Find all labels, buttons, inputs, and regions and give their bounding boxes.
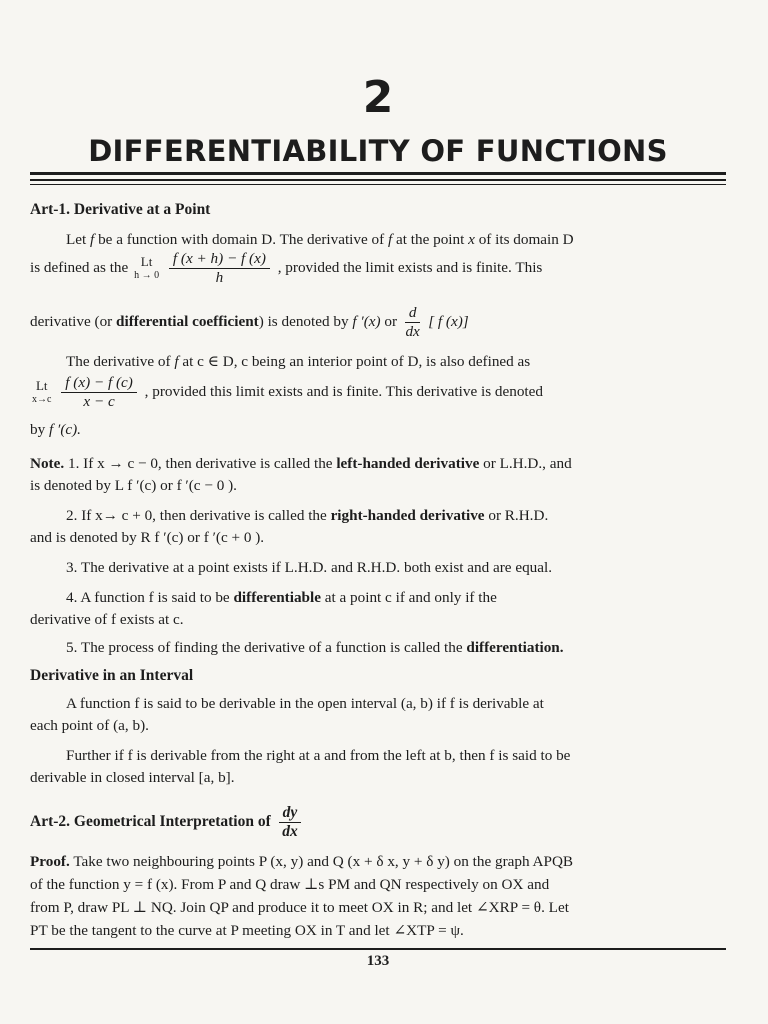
interval-para2-line2: derivable in closed interval [a, b]. (30, 769, 235, 786)
note-5: 5. The process of finding the derivative of a function is called the differentiation. (66, 639, 564, 656)
difference-quotient-c: $\frac{f (x) - f (c)}{x - c}$ (61, 374, 137, 411)
art1-para1-line2: is defined as the Lt h → 0 $\frac{f (x + h) - f (x)}{h}$ , provided the limit exists and is finite. This (30, 250, 543, 286)
proof-line3: from P, draw PL ⊥ NQ. Join QP and produce it to meet OX in R; and let ∠XRP = θ. Let (30, 899, 569, 916)
proof-line2: of the function y = f (x). From P and Q draw ⊥s PM and QN respectively on OX and (30, 876, 550, 893)
art1-heading: Art-1. Derivative at a Point (30, 201, 211, 218)
limit-operator: Lt h → 0 (134, 253, 160, 281)
art1-para1-line1: Let f be a function with domain D. The derivative of f at the point x of its domain D (66, 231, 574, 248)
title-rule-middle (30, 179, 726, 181)
interval-heading: Derivative in an Interval (30, 667, 194, 684)
art1-para2: derivative (or differential coefficient) is denoted by f ′(x) or $\frac{d}{dx}$ [ f (x)] (30, 304, 469, 340)
chapter-number: 2 (362, 72, 394, 123)
note-1-line1: Note. 1. If x → c − 0, then derivative is called the left-handed derivative or L.H.D., and (30, 455, 572, 472)
difference-quotient: $\frac{f (x + h) - f (x)}{h}$ (169, 250, 270, 287)
d-dx-operator: $\frac{d}{dx}$ (405, 304, 420, 340)
note-1-line2: is denoted by L f ′(c) or f ′(c − 0 ). (30, 477, 237, 494)
interval-para1-line1: A function f is said to be derivable in the open interval (a, b) if f is derivable at (66, 695, 544, 712)
note-4-line1: 4. A function f is said to be differentiable at a point c if and only if the (66, 589, 497, 606)
art1-para3-line1: The derivative of f at c ∈ D, c being an interior point of D, is also defined as (66, 353, 531, 370)
title-rule-thick (30, 172, 726, 175)
dy-dx-fraction: $\frac{dy}{dx}$ (279, 804, 302, 841)
footer-rule (30, 948, 726, 950)
art2-heading: Art-2. Geometrical Interpretation of $\frac{dy}{dx}$ (30, 804, 726, 841)
art1-para3-line3: by f ′(c). (30, 421, 81, 438)
proof-line4: PT be the tangent to the curve at P meeting OX in T and let ∠XTP = ψ. (30, 922, 464, 939)
page-number: 133 (366, 953, 390, 969)
interval-para1-line2: each point of (a, b). (30, 717, 149, 734)
limit-operator-c: Lt x→c (32, 377, 52, 405)
title-rule-thin (30, 184, 726, 185)
art1-para3-line2: Lt x→c $\frac{f (x) - f (c)}{x - c}$ , provided this limit exists and is finite. This derivative is denoted (32, 374, 543, 410)
note-2-line2: and is denoted by R f ′(c) or f ′(c + 0 ). (30, 529, 265, 546)
chapter-title: DIFFERENTIABILITY OF FUNCTIONS (88, 134, 668, 168)
interval-para2-line1: Further if f is derivable from the right at a and from the left at b, then f is said to be (66, 747, 571, 764)
note-3: 3. The derivative at a point exists if L.H.D. and R.H.D. both exist and are equal. (66, 559, 553, 576)
note-4-line2: derivative of f exists at c. (30, 611, 184, 628)
note-2-line1: 2. If x→ c + 0, then derivative is called the right-handed derivative or R.H.D. (66, 507, 549, 524)
proof-line1: Proof. Take two neighbouring points P (x, y) and Q (x + δ x, y + δ y) on the graph APQB (30, 853, 574, 870)
